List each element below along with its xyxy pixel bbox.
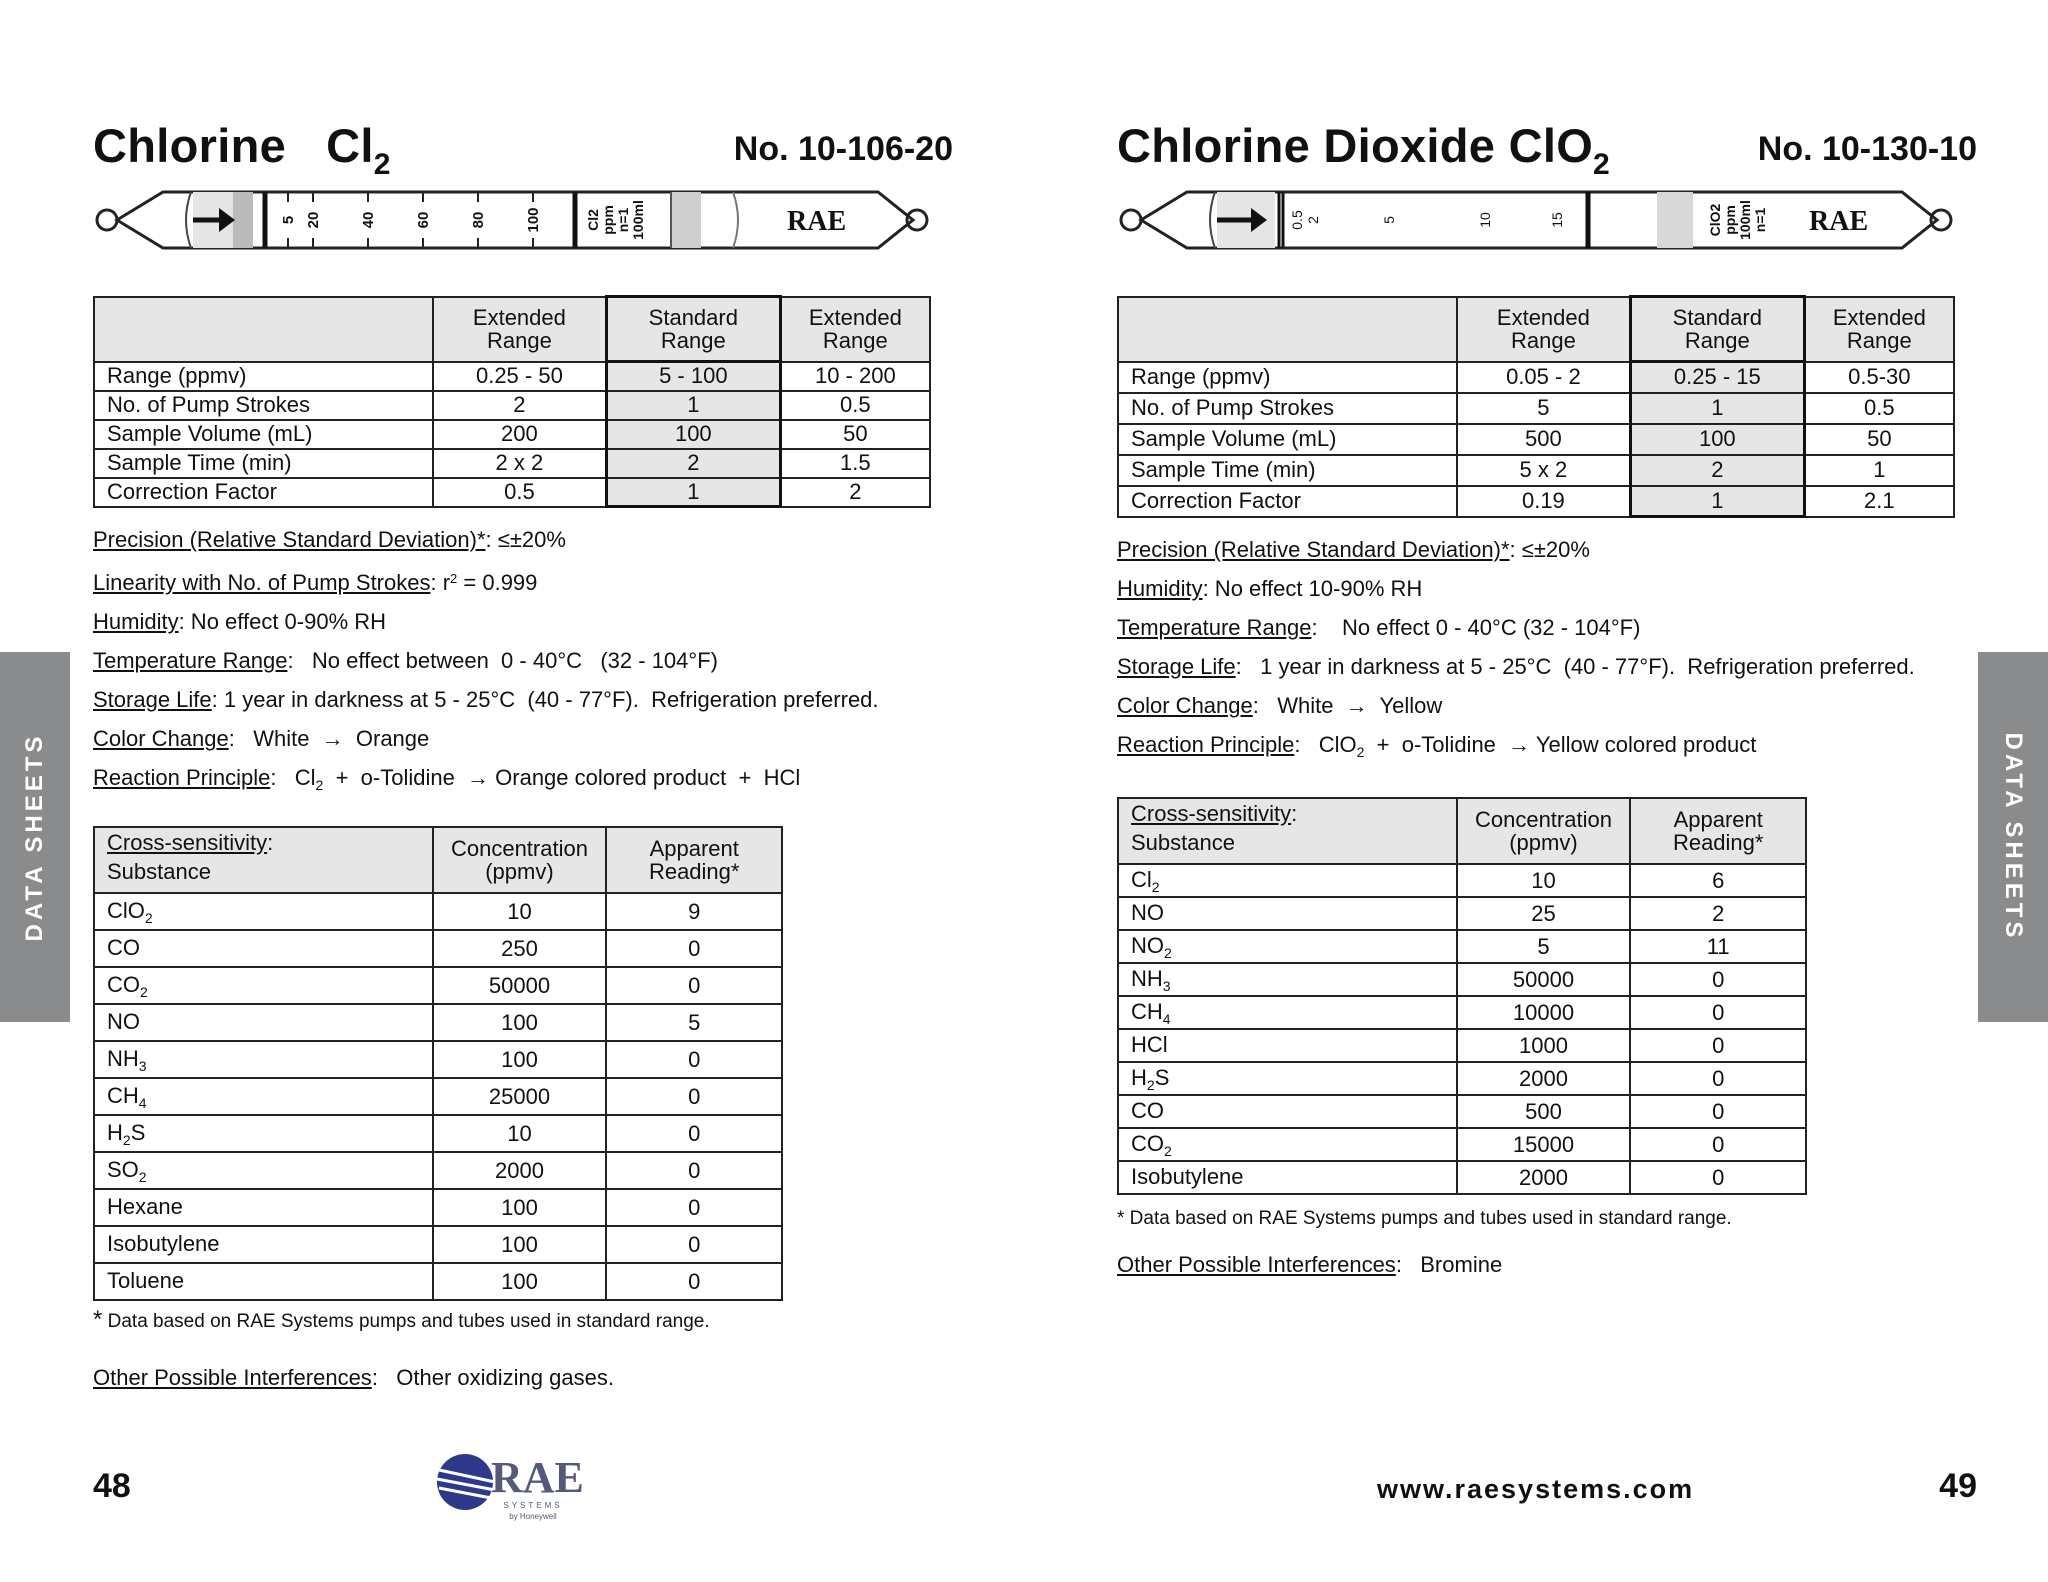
spec-value-extended-low: 2 (433, 391, 607, 420)
tube-label-line: ppm (600, 205, 616, 235)
spec-value-standard: 5 - 100 (606, 362, 780, 391)
spec-value-extended-high: 50 (1804, 424, 1954, 455)
temperature-line: Temperature Range: No effect between 0 - 40°C (32 - 104°F) (93, 648, 718, 673)
spec-value-standard: 1 (606, 391, 780, 420)
tube-label-line: ClO2 (1707, 203, 1723, 237)
spec-value-extended-low: 0.5 (433, 478, 607, 507)
apparent-reading: 0 (606, 1189, 782, 1226)
page-number: 48 (93, 1467, 131, 1505)
detector-tube-image (93, 184, 931, 256)
tube-label-line: 100ml (630, 200, 646, 240)
substance-name: Isobutylene (94, 1226, 433, 1263)
spec-value-extended-high: 10 - 200 (780, 362, 930, 391)
specifications-table (93, 295, 931, 508)
spec-value-extended-high: 2 (780, 478, 930, 507)
spec-row-label: Sample Volume (mL) (94, 420, 433, 449)
side-tab-left: DATA SHEETS (0, 652, 70, 1022)
spec-value-extended-high: 1 (1804, 455, 1954, 486)
substance-name: $CO_2$ (1118, 1128, 1457, 1161)
product-number: No. 10-130-10 (1757, 130, 1977, 168)
side-tab-right: DATA SHEETS (1978, 652, 2048, 1022)
humidity-line: Humidity: No effect 0-90% RH (93, 609, 387, 634)
cross-row (94, 1152, 782, 1189)
substance-concentration: 50000 (433, 967, 607, 1004)
spec-header-blank (94, 297, 433, 362)
spec-value-extended-high: 2.1 (1804, 486, 1954, 517)
temperature-line: Temperature Range: No effect 0 - 40°C (32 - 104°F) (1117, 615, 1641, 640)
spec-value-extended-low: 500 (1457, 424, 1631, 455)
cross-row (94, 1263, 782, 1300)
substance-concentration: 50000 (1457, 963, 1631, 996)
substance-name: Toluene (94, 1263, 433, 1300)
cross-header-concentration: Concentration (ppmv) (1457, 798, 1631, 864)
apparent-reading: 2 (1630, 897, 1806, 930)
spec-row (94, 449, 930, 478)
substance-concentration: 2000 (1457, 1161, 1631, 1194)
cross-row (1118, 963, 1806, 996)
apparent-reading: 0 (1630, 1161, 1806, 1194)
spec-header-standard: Standard Range (606, 297, 780, 362)
cross-row (94, 1078, 782, 1115)
tube-scale-label: 20 (305, 211, 322, 229)
substance-name: $NH_3$ (94, 1041, 433, 1078)
substance-concentration: 25 (1457, 897, 1631, 930)
tube-info (93, 520, 879, 805)
substance-concentration: 250 (433, 930, 607, 967)
spec-header-extended-high: Extended Range (780, 297, 930, 362)
cross-row (1118, 1095, 1806, 1128)
substance-concentration: 10 (433, 1115, 607, 1152)
detector-tube-image (1117, 184, 1955, 256)
apparent-reading: 6 (1630, 864, 1806, 897)
spec-value-extended-low: 0.25 - 50 (433, 362, 607, 391)
substance-name: Isobutylene (1118, 1161, 1457, 1194)
spec-value-standard: 1 (606, 478, 780, 507)
substance-name: ClO$_2$ (94, 893, 433, 930)
substance-name: NO (94, 1004, 433, 1041)
cross-header-reading: Apparent Reading* (606, 827, 782, 893)
tube-label-line: 100ml (1737, 200, 1753, 240)
color-change-line: Color Change: White → Yellow (1117, 693, 1443, 718)
page-number: 49 (1939, 1467, 1977, 1505)
spec-value-extended-low: 0.19 (1457, 486, 1631, 517)
spec-row-label: Correction Factor (94, 478, 433, 507)
spec-value-standard: 2 (606, 449, 780, 478)
apparent-reading: 11 (1630, 930, 1806, 963)
substance-name: HCl (1118, 1029, 1457, 1062)
precision-line: Precision (Relative Standard Deviation)*: ≤±20% (1117, 537, 1590, 562)
linearity-line: Linearity with No. of Pump Strokes: $r^2 = 0.999$ (93, 570, 538, 595)
spec-row (94, 362, 930, 391)
website-url[interactable]: www.raesystems.com (1377, 1474, 1695, 1504)
spec-value-standard: 100 (1630, 424, 1804, 455)
substance-concentration: 2000 (1457, 1062, 1631, 1095)
apparent-reading: 0 (1630, 1128, 1806, 1161)
spec-row-label: Sample Volume (mL) (1118, 424, 1457, 455)
spec-row-label: Correction Factor (1118, 486, 1457, 517)
substance-name: $CO_2$ (94, 967, 433, 1004)
apparent-reading: 0 (606, 1115, 782, 1152)
logo-brand: RAE (491, 1453, 584, 1502)
apparent-reading: 9 (606, 893, 782, 930)
spec-value-standard: 0.25 - 15 (1630, 362, 1804, 393)
page-title: Chlorine Dioxide ClO$_2$ (1117, 119, 1611, 181)
cross-row (94, 1115, 782, 1152)
reaction-line: Reaction Principle: ClO$_2$ + o-Tolidine → Yellow colored product (1117, 732, 1757, 760)
tube-info (1117, 530, 1915, 772)
cross-row (1118, 897, 1806, 930)
spec-row-label: No. of Pump Strokes (94, 391, 433, 420)
substance-name: $NH_3$ (1118, 963, 1457, 996)
specifications-table (1117, 295, 1955, 518)
spec-row-label: Range (ppmv) (94, 362, 433, 391)
tube-scale-label: 0.5 (1289, 210, 1305, 230)
tube-label-line: ppm (1722, 205, 1738, 235)
substance-name: Hexane (94, 1189, 433, 1226)
cross-sensitivity-table (93, 826, 783, 1301)
apparent-reading: 0 (1630, 996, 1806, 1029)
substance-name: $NO_2$ (1118, 930, 1457, 963)
product-number: No. 10-106-20 (733, 130, 953, 168)
spec-row (1118, 362, 1954, 393)
spec-value-extended-low: 5 x 2 (1457, 455, 1631, 486)
cross-header-substance: Cross-sensitivity: Substance (94, 827, 433, 893)
spec-value-standard: 1 (1630, 486, 1804, 517)
tube-scale-label: 5 (1381, 216, 1397, 224)
cross-row (1118, 996, 1806, 1029)
substance-name: $CH_4$ (1118, 996, 1457, 1029)
humidity-line: Humidity: No effect 10-90% RH (1117, 576, 1423, 601)
tube-scale-label: 40 (360, 211, 377, 229)
substance-name: CO (94, 930, 433, 967)
substance-concentration: 10 (1457, 864, 1631, 897)
spec-row-label: Sample Time (min) (1118, 455, 1457, 486)
substance-concentration: 10000 (1457, 996, 1631, 1029)
footnote: * Data based on RAE Systems pumps and tubes used in standard range. (93, 1306, 710, 1333)
cross-row (1118, 1062, 1806, 1095)
apparent-reading: 0 (606, 930, 782, 967)
spec-row-label: Sample Time (min) (94, 449, 433, 478)
spec-row (1118, 486, 1954, 517)
tube-label-line: n=1 (615, 207, 631, 233)
cross-sensitivity-table (1117, 797, 1807, 1195)
spec-header-extended-low: Extended Range (433, 297, 607, 362)
cross-row (94, 893, 782, 930)
spec-row (94, 478, 930, 507)
cross-row (94, 930, 782, 967)
substance-name: $CH_4$ (94, 1078, 433, 1115)
substance-name: CO (1118, 1095, 1457, 1128)
storage-line: Storage Life: 1 year in darkness at 5 - 25°C (40 - 77°F). Refrigeration preferred. (1117, 654, 1915, 679)
apparent-reading: 0 (606, 1152, 782, 1189)
reaction-line: Reaction Principle: $Cl_2$ + o-Tolidine → Orange colored product + HCl (93, 765, 801, 793)
tube-scale-label: 5 (280, 215, 297, 225)
logo-systems: SYSTEMS (503, 1501, 563, 1510)
spec-row-label: Range (ppmv) (1118, 362, 1457, 393)
tube-scale-label: 60 (415, 211, 432, 229)
substance-concentration: 10 (433, 893, 607, 930)
cross-row (1118, 864, 1806, 897)
substance-name: $H_2S$ (1118, 1062, 1457, 1095)
cross-header-concentration: Concentration (ppmv) (433, 827, 607, 893)
spec-header-standard: Standard Range (1630, 297, 1804, 362)
substance-name: $Cl_2$ (1118, 864, 1457, 897)
substance-concentration: 5 (1457, 930, 1631, 963)
cross-row (94, 1004, 782, 1041)
tube-scale-label: 100 (525, 207, 542, 233)
spec-value-extended-low: 0.05 - 2 (1457, 362, 1631, 393)
apparent-reading: 0 (606, 1263, 782, 1300)
apparent-reading: 0 (606, 1226, 782, 1263)
footnote: * Data based on RAE Systems pumps and tubes used in standard range. (1117, 1208, 1732, 1229)
tube-scale-label: 15 (1549, 212, 1565, 228)
spec-row (94, 420, 930, 449)
cross-row (94, 967, 782, 1004)
substance-concentration: 2000 (433, 1152, 607, 1189)
spec-value-extended-low: 200 (433, 420, 607, 449)
spec-row (94, 391, 930, 420)
page-title: Chlorine $Cl_2$ (93, 119, 391, 181)
apparent-reading: 0 (606, 967, 782, 1004)
rae-logo (435, 1452, 595, 1524)
apparent-reading: 0 (1630, 1095, 1806, 1128)
substance-name: $H_2S$ (94, 1115, 433, 1152)
spec-header-extended-low: Extended Range (1457, 297, 1631, 362)
other-interferences: Other Possible Interferences: Other oxidizing gases. (93, 1365, 614, 1390)
substance-concentration: 15000 (1457, 1128, 1631, 1161)
cross-row (1118, 1161, 1806, 1194)
spec-value-standard: 2 (1630, 455, 1804, 486)
substance-concentration: 100 (433, 1041, 607, 1078)
spec-row (1118, 424, 1954, 455)
tube-label-line: Cl2 (585, 209, 601, 231)
substance-concentration: 500 (1457, 1095, 1631, 1128)
substance-concentration: 100 (433, 1263, 607, 1300)
cross-row (1118, 1029, 1806, 1062)
tube-brand: RAE (787, 206, 847, 237)
spec-value-standard: 100 (606, 420, 780, 449)
spec-header-extended-high: Extended Range (1804, 297, 1954, 362)
substance-name: $SO_2$ (94, 1152, 433, 1189)
other-interferences: Other Possible Interferences: Bromine (1117, 1252, 1503, 1277)
tube-scale-label: 80 (470, 211, 487, 229)
substance-concentration: 1000 (1457, 1029, 1631, 1062)
substance-name: NO (1118, 897, 1457, 930)
spec-value-extended-low: 2 x 2 (433, 449, 607, 478)
cross-header-reading: Apparent Reading* (1630, 798, 1806, 864)
substance-concentration: 25000 (433, 1078, 607, 1115)
spec-value-extended-high: 1.5 (780, 449, 930, 478)
precision-line: Precision (Relative Standard Deviation)*: ≤±20% (93, 527, 566, 552)
color-change-line: Color Change: White → Orange (93, 726, 430, 751)
spec-value-extended-high: 0.5 (780, 391, 930, 420)
apparent-reading: 0 (1630, 1062, 1806, 1095)
substance-concentration: 100 (433, 1226, 607, 1263)
tube-scale-label: 2 (1305, 216, 1321, 224)
cross-row (1118, 1128, 1806, 1161)
cross-row (94, 1189, 782, 1226)
spec-value-extended-high: 0.5 (1804, 393, 1954, 424)
substance-concentration: 100 (433, 1004, 607, 1041)
spec-value-extended-high: 50 (780, 420, 930, 449)
tube-scale-label: 10 (1477, 212, 1493, 228)
tube-label-line: n=1 (1752, 207, 1768, 233)
apparent-reading: 0 (1630, 963, 1806, 996)
logo-by: by Honeywell (509, 1512, 557, 1521)
tube-brand: RAE (1809, 206, 1869, 237)
apparent-reading: 0 (606, 1041, 782, 1078)
cross-header-substance: Cross-sensitivity: Substance (1118, 798, 1457, 864)
substance-concentration: 100 (433, 1189, 607, 1226)
storage-line: Storage Life: 1 year in darkness at 5 - 25°C (40 - 77°F). Refrigeration preferred. (93, 687, 879, 712)
apparent-reading: 0 (606, 1078, 782, 1115)
spec-row (1118, 455, 1954, 486)
spec-row-label: No. of Pump Strokes (1118, 393, 1457, 424)
spec-value-extended-high: 0.5-30 (1804, 362, 1954, 393)
apparent-reading: 5 (606, 1004, 782, 1041)
cross-row (94, 1226, 782, 1263)
spec-value-standard: 1 (1630, 393, 1804, 424)
spec-header-blank (1118, 297, 1457, 362)
spec-value-extended-low: 5 (1457, 393, 1631, 424)
cross-row (94, 1041, 782, 1078)
cross-row (1118, 930, 1806, 963)
spec-row (1118, 393, 1954, 424)
apparent-reading: 0 (1630, 1029, 1806, 1062)
